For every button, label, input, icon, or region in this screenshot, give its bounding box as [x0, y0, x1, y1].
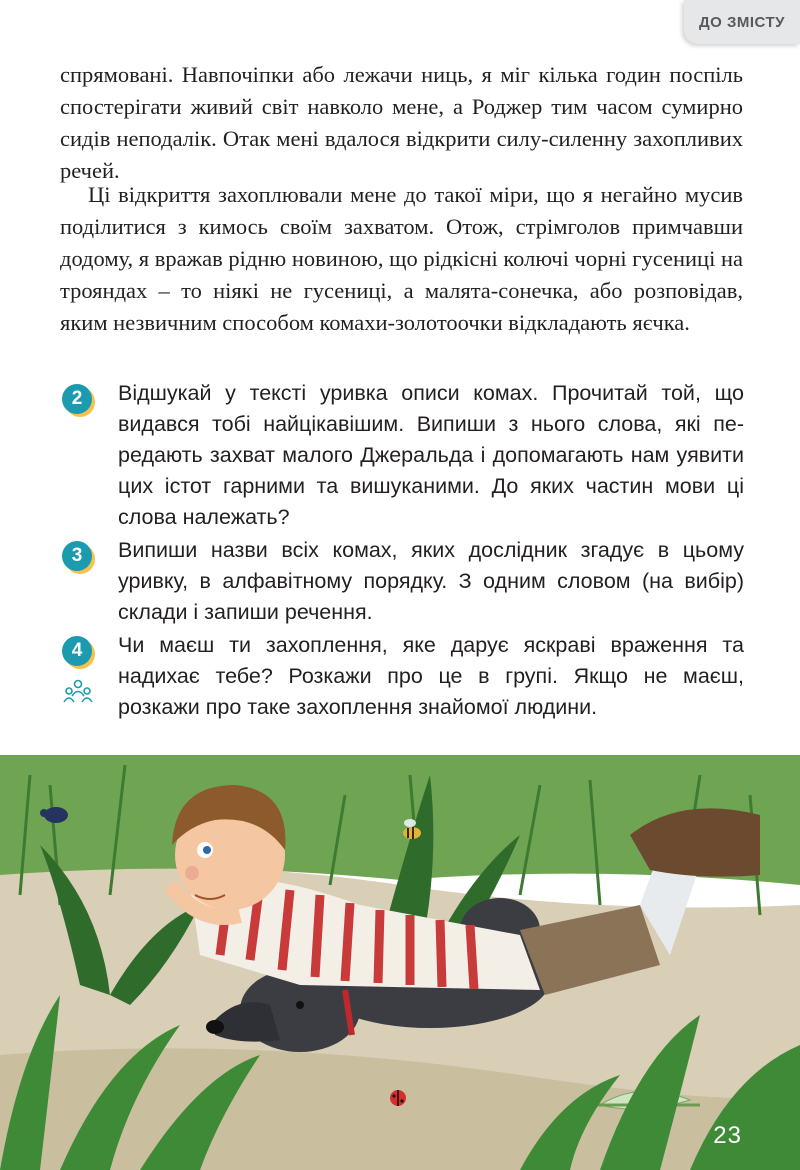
task-text: Випиши назви всіх комах, яких дослідник згадує в цьому уривку, в алфавітному порядку. З одним словом (на вибір) склади і запиши речення.: [118, 538, 744, 624]
table-of-contents-button[interactable]: ДО ЗМІСТУ: [684, 0, 800, 44]
task-number-badge: [58, 380, 98, 420]
task-text: Чи маєш ти захоплення, яке дарує яскраві враження та надихає тебе? Розкажи про це в групі. Якщо не маєш, розкажи про таке захоплення знайомої людини.: [118, 633, 744, 719]
task-number-badge: [58, 632, 98, 672]
task-number: 4: [62, 636, 92, 666]
boy-with-dog-illustration: [0, 755, 800, 1170]
text-paragraph-1: спрямовані. Навпочіпки або лежачи ниць, я міг кілька годин поспіль спостерігати живий світ навколо мене, а Роджер тим часом сумирно сидів неподалік. Отак мені вдалося відкрити силу-силенну захопливих речей.: [60, 62, 743, 183]
task-text: Відшукай у тексті уривка описи комах. Прочитай той, що видався тобі найцікавішим. Випиши з нього слова, які передають захват малого Джеральда і допомагають нам уявити цих істот гарними та вишуканими. До яких частин мови ці слова належать?: [118, 381, 744, 529]
task-4: [58, 630, 748, 725]
ladybug-icon: [390, 1090, 406, 1106]
group-work-icon: [62, 678, 94, 706]
task-number-badge: [58, 537, 98, 577]
task-number: 2: [62, 384, 92, 414]
task-number: 3: [62, 541, 92, 571]
task-2: [58, 378, 748, 528]
task-3: [58, 535, 748, 630]
page-number: 23: [713, 1122, 742, 1149]
text-paragraph-2: Ці відкриття захоплювали мене до такої міри, що я негайно мусив поділитися з кимось своїм захватом. Отож, стрімголов примчавши додому, я вражав рідню новиною, що рідкісні колючі чорні гусениці на трояндах – то ніякі не гусениці, а малята-сонечка, або розповідав, яким незвичним способом комахи-золотоочки відкладають яєчка.: [60, 182, 743, 335]
